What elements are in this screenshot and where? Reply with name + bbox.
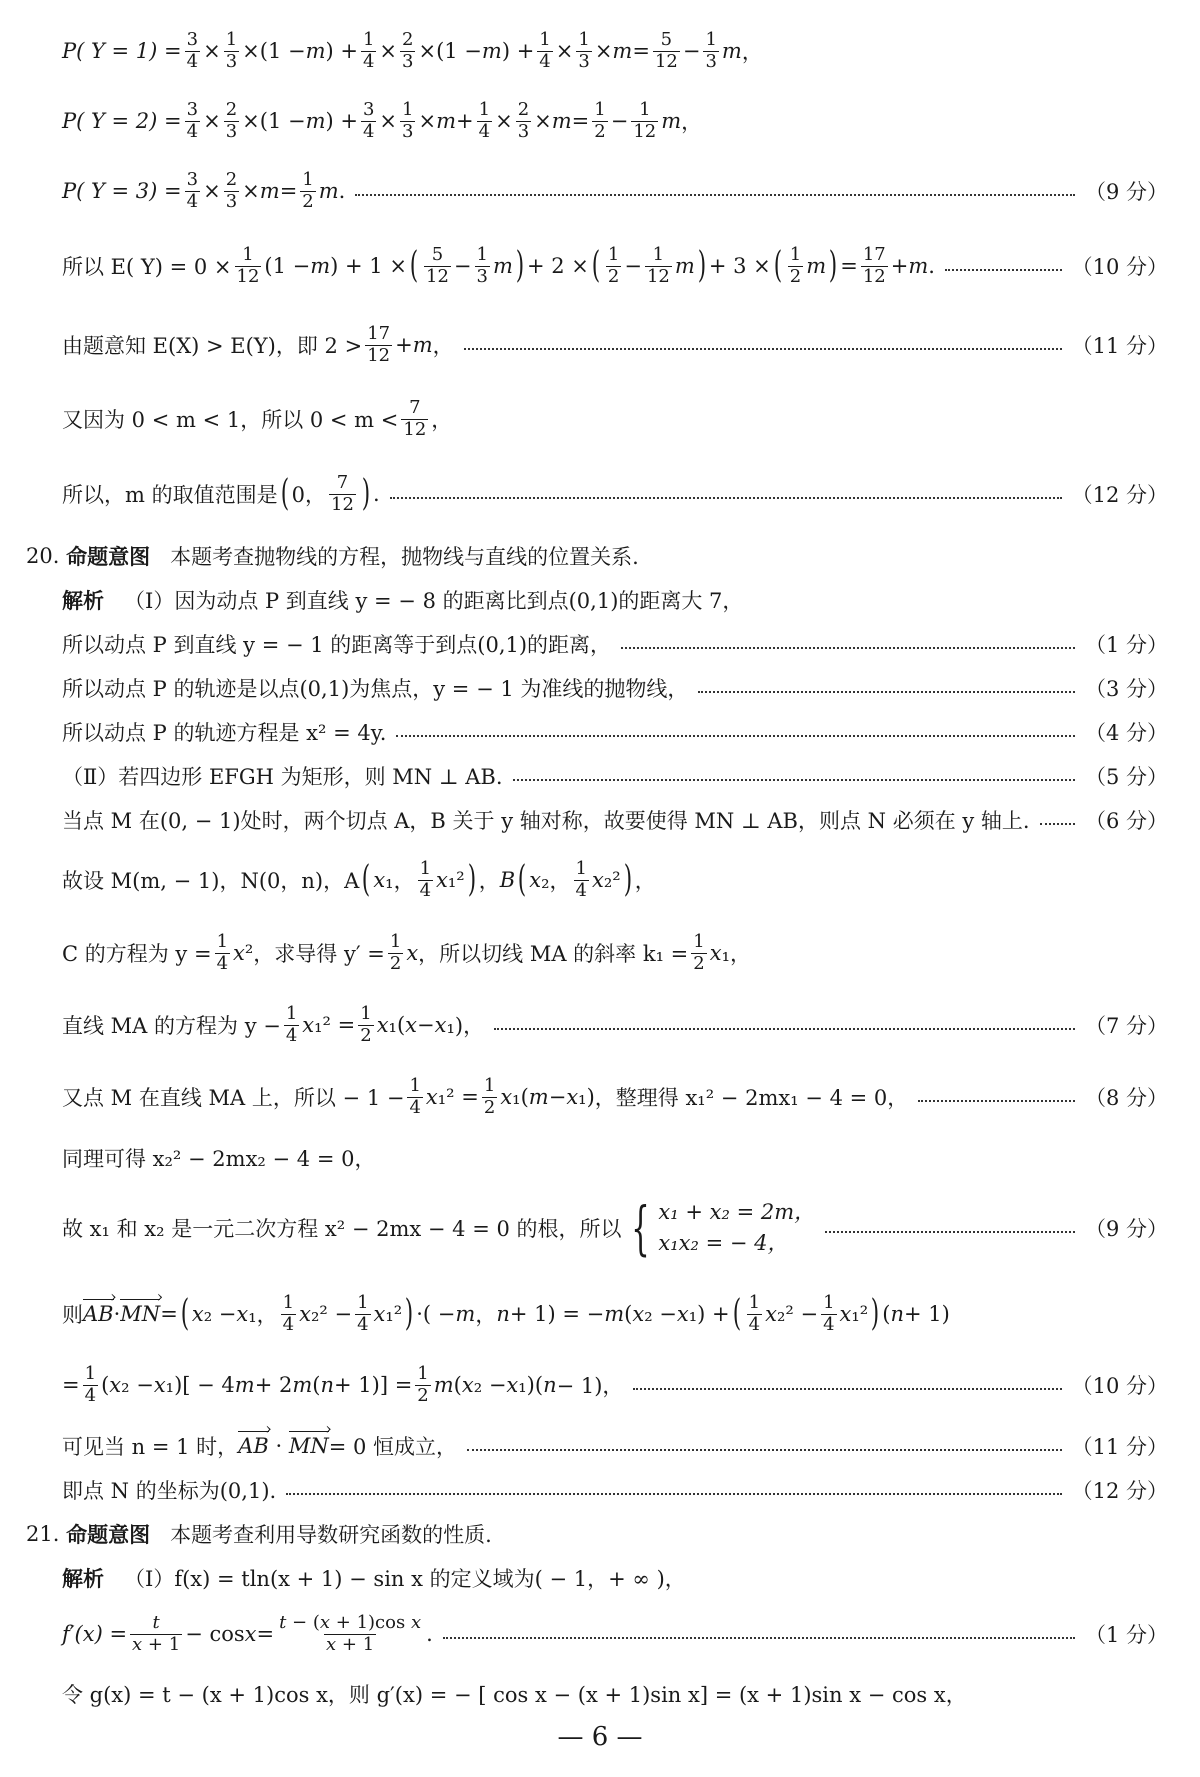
q20-header: 20. 命题意图 本题考查抛物线的方程，抛物线与直线的位置关系.	[26, 544, 639, 569]
score-label: （8 分）	[1084, 1086, 1168, 1110]
eq-range2: 所以，m 的取值范围是 ( 0， $\frac{7}{12}$ ) . （12 分）	[62, 471, 1168, 515]
leader-dots	[698, 691, 1075, 693]
q21-line-1: 解析 （Ⅰ）f(x) = tln(x + 1) − sin x 的定义域为( − 1，+ ∞ )，	[62, 1567, 686, 1591]
score-label: （1 分）	[1084, 1623, 1168, 1647]
q20-line-6: 当点 M 在(0, − 1)处时，两个切点 A，B 关于 y 轴对称，故要使得 MN ⊥ AB，则点 N 必须在 y 轴上. （6 分）	[62, 802, 1168, 838]
eq-py2: P( Y = 2) = $\frac{3}{4}$ × $\frac{2}{3}$ ×(1 − m ) + $\frac{3}{4}$ × $\frac{1}{3}$ × m + $\frac{1}{4}$ × $\frac{2}{3}$ × m = $\frac{1}{2}$ − $\frac{1}{12}$ m ，	[62, 98, 703, 142]
leader-dots	[621, 647, 1075, 649]
leader-dots	[825, 1231, 1075, 1233]
eq-py3: P( Y = 3) = $\frac{3}{4}$ × $\frac{2}{3}$ × m = $\frac{1}{2}$ m . （9 分）	[62, 168, 1168, 212]
q20-line-10: 又点 M 在直线 MA 上，所以 − 1 − $\frac{1}{4}$ x ₁² = $\frac{1}{2}$ x ₁( m − x ₁) ，整理得 x₁² − 2mx₁ − 4 = 0， （8 分）	[62, 1074, 1168, 1118]
q20-line-5: （Ⅱ）若四边形 EFGH 为矩形，则 MN ⊥ AB. （5 分）	[62, 758, 1168, 794]
score-label: （9 分）	[1084, 1217, 1168, 1241]
score-label: （12 分）	[1071, 483, 1168, 507]
leader-dots	[396, 735, 1074, 737]
q20-line-8: C 的方程为 y = $\frac{1}{4}$ x ² ，求导得 y′ = $\frac{1}{2}$ x ，所以切线 MA 的斜率 k₁ = $\frac{1}{2}$ x ₁，	[62, 930, 751, 974]
page-number: — 6 —	[557, 1722, 643, 1752]
score-label: （12 分）	[1071, 1479, 1168, 1503]
leader-dots	[390, 497, 1062, 499]
q21-line-3: 令 g(x) = t − (x + 1)cos x，则 g′(x) = − [ cos x − (x + 1)sin x] = (x + 1)sin x − cos x，	[62, 1683, 967, 1707]
equation-system: x₁ + x₂ = 2m， x₁x₂ = − 4，	[658, 1199, 816, 1255]
leader-dots	[355, 194, 1075, 196]
leader-dots	[494, 1028, 1075, 1030]
score-label: （11 分）	[1071, 1435, 1168, 1459]
q20-line-2: 所以动点 P 到直线 y = − 1 的距离等于到点(0,1)的距离， （1 分）	[62, 626, 1168, 662]
score-label: （6 分）	[1084, 809, 1168, 833]
leader-dots	[286, 1493, 1061, 1495]
score-label: （1 分）	[1084, 633, 1168, 657]
eq-condition: 由题意知 E(X) > E(Y)，即 2 > $\frac{17}{12}$ + m ， （11 分）	[62, 322, 1168, 366]
q20-line-7: 故设 M(m, − 1)，N(0，n)，A ( x ₁， $\frac{1}{4}$ x ₁² ) ， B ( x ₂， $\frac{1}{4}$ x ₂² ) ，	[62, 857, 656, 901]
q20-line-11: 同理可得 x₂² − 2mx₂ − 4 = 0，	[62, 1147, 376, 1171]
score-label: （4 分）	[1084, 721, 1168, 745]
leader-dots	[467, 1449, 1062, 1451]
leader-dots	[1040, 823, 1075, 825]
q20-line-15: 可见当 n = 1 时， › AB · › MN = 0 恒成立， （11 分）	[62, 1428, 1168, 1464]
score-label: （9 分）	[1084, 180, 1168, 204]
q21-header: 21. 命题意图 本题考查利用导数研究函数的性质.	[26, 1522, 492, 1547]
leader-dots	[464, 348, 1062, 350]
score-label: （10 分）	[1071, 255, 1168, 279]
score-label: （5 分）	[1084, 765, 1168, 789]
score-label: （3 分）	[1084, 677, 1168, 701]
q21-line-2: f′(x) = $\frac{t}{x + 1}$ − cos x = $\frac{\text{t − (x + 1)cos x}}{x + 1}$ . （1 分）	[62, 1611, 1168, 1655]
q20-line-3: 所以动点 P 的轨迹是以点(0,1)为焦点，y = − 1 为准线的抛物线， （3 分）	[62, 670, 1168, 706]
q20-line-13: 则 › AB · › MN = ( x ₂ − x ₁， $\frac{1}{4}$ x ₂² − $\frac{1}{4}$ x ₁² ) ·( − m ， n + 1) = − m ( x ₂ − x ₁) + ( $\frac{1}{4}$ x ₂² − $\frac{1}{4}$ x ₁² ) ( n + 1)	[62, 1286, 1168, 1342]
eq-py1: P( Y = 1) = $\frac{3}{4}$ × $\frac{1}{3}$ ×(1 − m ) + $\frac{1}{4}$ × $\frac{2}{3}$ ×(1 − m ) + $\frac{1}{4}$ × $\frac{1}{3}$ × m = $\frac{5}{12}$ − $\frac{1}{3}$ m ，	[62, 28, 763, 72]
leader-dots	[918, 1100, 1075, 1102]
q20-line-1: 解析 （Ⅰ）因为动点 P 到直线 y = − 8 的距离比到点(0,1)的距离大 7，	[62, 589, 744, 613]
q20-line-14: = $\frac{1}{4}$ ( x ₂ − x ₁)[ − 4 m + 2 m ( n + 1)] = $\frac{1}{2}$ m ( x ₂ − x ₁)( n − 1)， （10 分）	[62, 1362, 1168, 1406]
leader-dots	[945, 269, 1062, 271]
q20-line-16: 即点 N 的坐标为(0,1). （12 分）	[62, 1472, 1168, 1508]
score-label: （10 分）	[1071, 1374, 1168, 1398]
eq-range1: 又因为 0 < m < 1，所以 0 < m < $\frac{7}{12}$ ，	[62, 396, 453, 440]
q20-line-9: 直线 MA 的方程为 y − $\frac{1}{4}$ x ₁² = $\frac{1}{2}$ x ₁( x − x ₁)， （7 分）	[62, 1002, 1168, 1046]
leader-dots	[633, 1388, 1061, 1390]
q20-line-12: 故 x₁ 和 x₂ 是一元二次方程 x² − 2mx − 4 = 0 的根，所以 { x₁ + x₂ = 2m， x₁x₂ = − 4， （9 分）	[62, 1194, 1168, 1262]
score-label: （7 分）	[1084, 1014, 1168, 1038]
q20-line-4: 所以动点 P 的轨迹方程是 x² = 4y. （4 分）	[62, 714, 1168, 750]
score-label: （11 分）	[1071, 334, 1168, 358]
leader-dots	[443, 1637, 1075, 1639]
eq-ey: 所以 E( Y) = 0 × $\frac{1}{12}$ (1 − m ) + 1 × ( $\frac{5}{12}$ − $\frac{1}{3}$ m ) + 2 × ( $\frac{1}{2}$ − $\frac{1}{12}$ m ) + 3 × ( $\frac{1}{2}$ m ) = $\frac{17}{12}$ + m . （10 分）	[62, 243, 1168, 287]
leader-dots	[513, 779, 1075, 781]
